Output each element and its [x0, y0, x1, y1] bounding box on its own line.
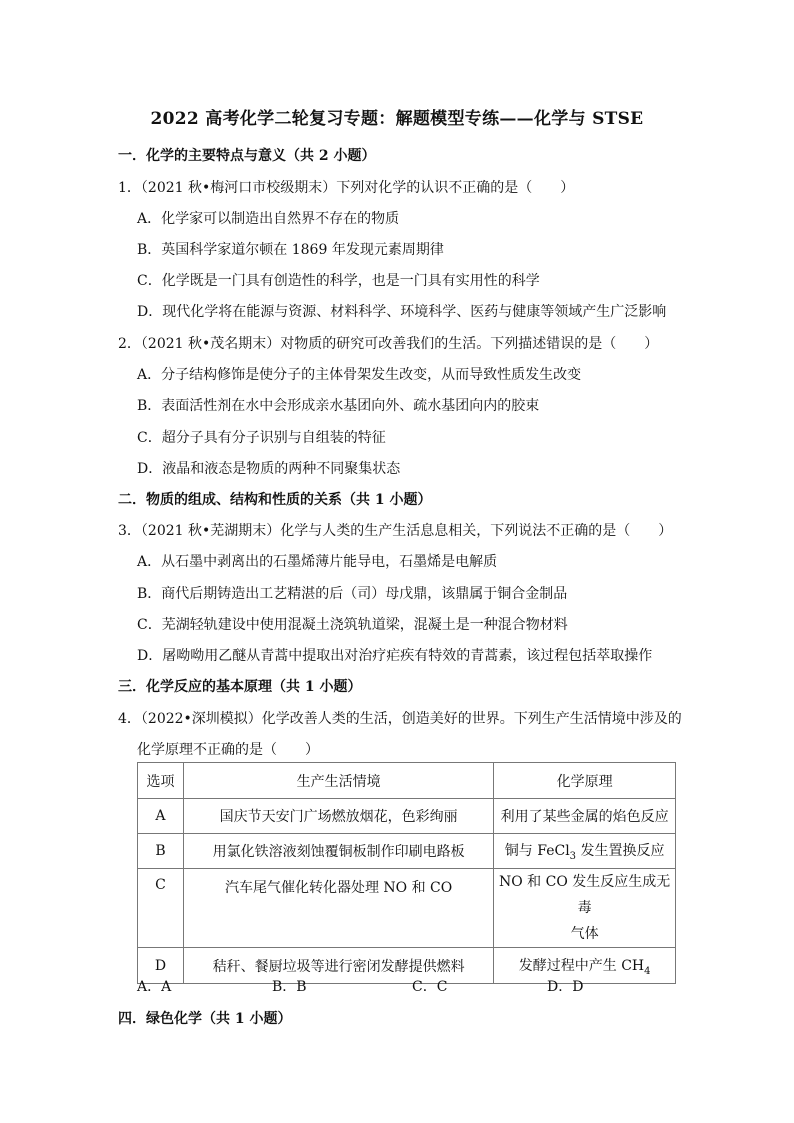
question-2-option-d: D．液晶和液态是物质的两种不同聚集状态	[137, 461, 401, 477]
document-title: 2022 高考化学二轮复习专题：解题模型专练——化学与 STSE	[150, 109, 644, 129]
table-cell-scene: 秸秆、餐厨垃圾等进行密闭发酵提供燃料	[183, 948, 493, 984]
table-row	[138, 834, 676, 869]
question-4-stem-line2: 化学原理不正确的是（ ）	[137, 742, 319, 758]
question-3-option-a: A．从石墨中剥离出的石墨烯薄片能导电，石墨烯是电解质	[137, 554, 498, 570]
table-cell-principle	[494, 948, 676, 984]
question-4-stem-line1: 4．（2022•深圳模拟）化学改善人类的生活，创造美好的世界。下列生产生活情境中涉及的	[118, 711, 682, 727]
question-1-option-b: B．英国科学家道尔顿在 1869 年发现元素周期律	[137, 242, 444, 258]
table-row	[138, 869, 676, 948]
principle-text: 发酵过程中产生 CH	[518, 957, 645, 974]
section-heading-1: 一．化学的主要特点与意义（共 2 小题）	[118, 148, 376, 164]
question-4-answer-d: D．D	[547, 979, 584, 995]
section-heading-3: 三．化学反应的基本原理（共 1 小题）	[118, 679, 362, 695]
principle-line-1: NO 和 CO 发生反应生成无毒	[499, 874, 671, 916]
question-3-option-b: B．商代后期铸造出工艺精湛的后（司）母戊鼎，该鼎属于铜合金制品	[137, 586, 568, 602]
question-3-option-d: D．屠呦呦用乙醚从青蒿中提取出对治疗疟疾有特效的青蒿素，该过程包括萃取操作	[137, 648, 653, 664]
table-cell-scene: 用氯化铁溶液刻蚀覆铜板制作印刷电路板	[183, 834, 493, 869]
question-2-option-a: A．分子结构修饰是使分子的主体骨架发生改变，从而导致性质发生改变	[137, 367, 582, 383]
question-4-table	[137, 762, 676, 984]
principle-text: 铜与 FeCl	[504, 843, 570, 860]
principle-text-suffix: 发生置换反应	[576, 843, 665, 860]
table-cell-scene: 国庆节天安门广场燃放烟花，色彩绚丽	[183, 799, 493, 834]
table-cell-principle	[494, 869, 676, 948]
table-header-principle: 化学原理	[494, 763, 676, 799]
section-heading-4: 四．绿色化学（共 1 小题）	[118, 1011, 292, 1027]
table-row	[138, 948, 676, 984]
table-cell-principle: 利用了某些金属的焰色反应	[494, 799, 676, 834]
table-header-option: 选项	[138, 763, 184, 799]
question-1-option-c: C．化学既是一门具有创造性的科学，也是一门具有实用性的科学	[137, 273, 540, 289]
table-cell-scene: 汽车尾气催化转化器处理 NO 和 CO	[183, 869, 493, 948]
table-cell-option: A	[138, 799, 184, 834]
principle-subscript: 4	[644, 965, 651, 977]
question-1-stem: 1．（2021 秋•梅河口市校级期末）下列对化学的认识不正确的是（ ）	[118, 180, 575, 196]
table-cell-option: C	[138, 869, 184, 948]
question-3-stem: 3．（2021 秋•芜湖期末）化学与人类的生产生活息息相关，下列说法不正确的是（ ）	[118, 523, 673, 539]
question-4-answer-c: C．C	[412, 979, 448, 995]
question-3-option-c: C．芜湖轻轨建设中使用混凝土浇筑轨道梁，混凝土是一种混合物材料	[137, 617, 568, 633]
table-header-row	[138, 763, 676, 799]
table-cell-principle	[494, 834, 676, 869]
table-cell-option: D	[138, 948, 184, 984]
question-4-answer-b: B．B	[272, 979, 307, 995]
table-row	[138, 799, 676, 834]
question-2-option-c: C．超分子具有分子识别与自组装的特征	[137, 430, 386, 446]
table-cell-option: B	[138, 834, 184, 869]
question-4-answer-a: A．A	[137, 979, 172, 995]
principle-subscript: 3	[569, 850, 577, 862]
section-heading-2: 二．物质的组成、结构和性质的关系（共 1 小题）	[118, 492, 432, 508]
question-1-option-a: A．化学家可以制造出自然界不存在的物质	[137, 211, 400, 227]
question-2-option-b: B．表面活性剂在水中会形成亲水基团向外、疏水基团向内的胶束	[137, 398, 540, 414]
question-2-stem: 2．（2021 秋•茂名期末）对物质的研究可改善我们的生活。下列描述错误的是（ ）	[118, 336, 659, 352]
principle-line-2: 气体	[570, 926, 599, 942]
table-header-scene: 生产生活情境	[183, 763, 493, 799]
question-1-option-d: D．现代化学将在能源与资源、材料科学、环境科学、医药与健康等领域产生广泛影响	[137, 304, 667, 320]
